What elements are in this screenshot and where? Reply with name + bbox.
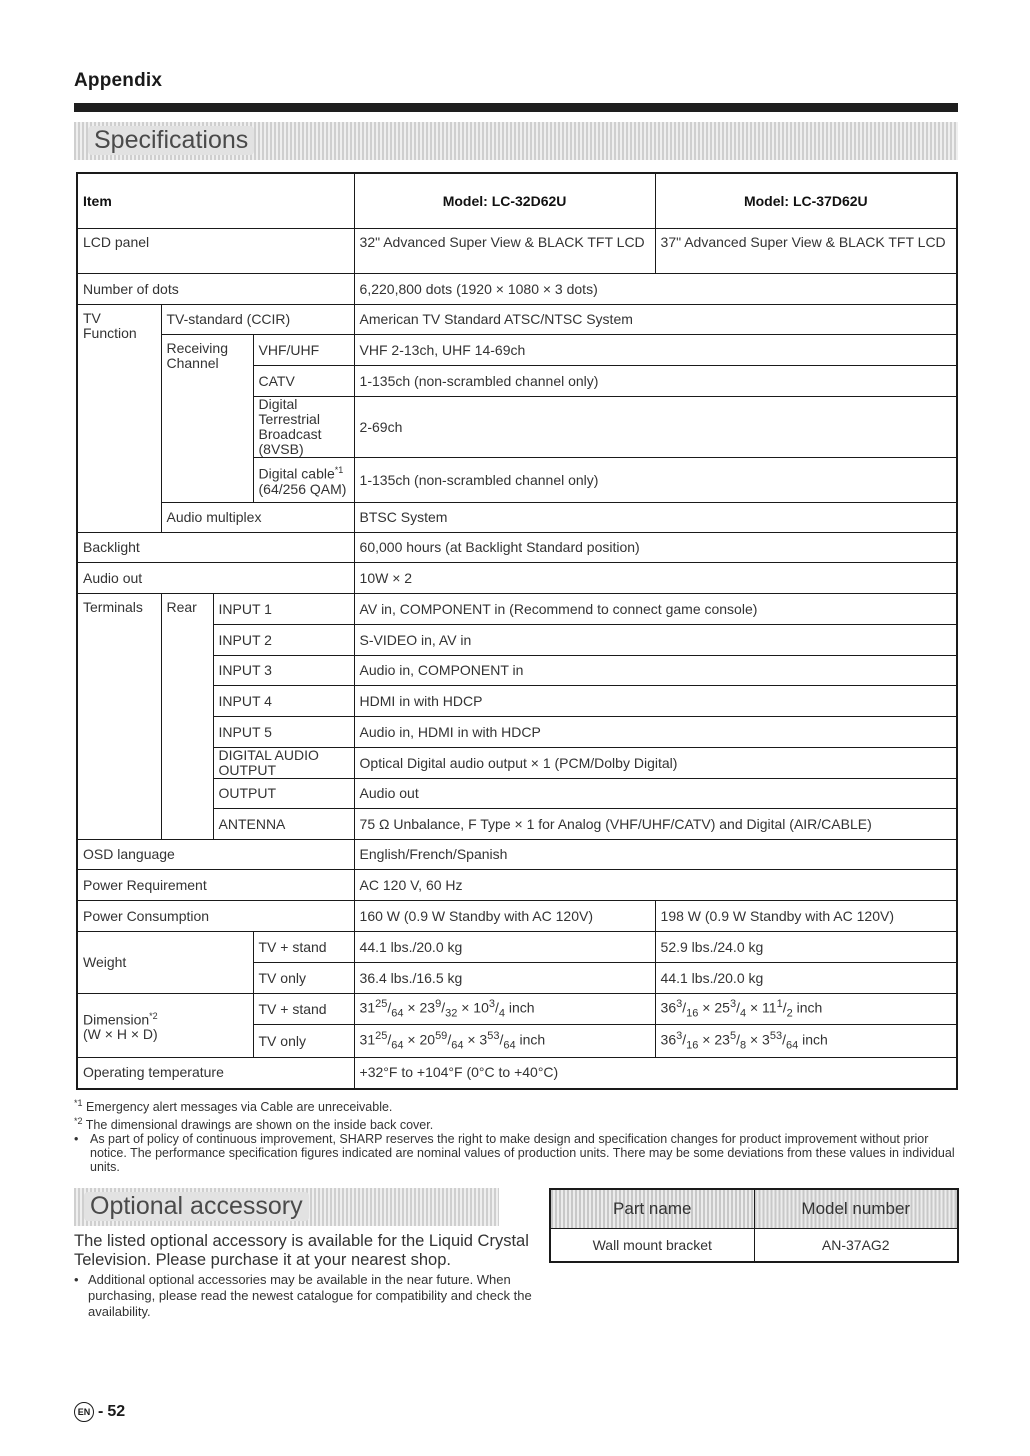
- part-name: Wall mount bracket: [550, 1229, 754, 1263]
- optional-accessory-note: • Additional optional accessories may be available in the near future. When purchasing, please read the newest catalogue for compatibility and check the availability.: [74, 1272, 532, 1319]
- footnote-3: • As part of policy of continuous improvement, SHARP reserves the right to make design and specification changes for product improvement without prior notice. The performance specification figures indicated are nominal values of production units. There may be some deviations from these values in individual units.: [74, 1132, 955, 1175]
- table-row: Power Requirement AC 120 V, 60 Hz: [77, 870, 957, 901]
- table-row: LCD panel 32" Advanced Super View & BLACK TFT LCD 37" Advanced Super View & BLACK TFT LCD: [77, 229, 957, 274]
- header-item: Item: [77, 173, 354, 229]
- accessory-table: [549, 1188, 959, 1263]
- table-row: Weight TV + stand 44.1 lbs./20.0 kg 52.9 lbs./24.0 kg: [77, 932, 957, 963]
- header-model-37: Model: LC-37D62U: [655, 173, 957, 229]
- table-row: CATV 1-135ch (non-scrambled channel only): [77, 366, 957, 397]
- language-badge-icon: EN: [74, 1402, 94, 1422]
- table-row: TV Function TV-standard (CCIR) American TV Standard ATSC/NTSC System: [77, 305, 957, 335]
- table-row: Audio multiplex BTSC System: [77, 503, 957, 533]
- table-row: INPUT 5 Audio in, HDMI in with HDCP: [77, 717, 957, 748]
- optional-accessory-intro: The listed optional accessory is available for the Liquid Crystal Television. Please purchase it at your nearest shop.: [74, 1232, 529, 1269]
- table-row: OUTPUT Audio out: [77, 779, 957, 809]
- table-row: Operating temperature +32°F to +104°F (0°C to +40°C): [77, 1058, 957, 1089]
- table-row: TV only $31^{25}/_{64} \times 20^{59}/_{64} \times 3^{53}/_{64}$ inch $36^3/_{16} \times 23^5/_8 \times 3^{53}/_{64}$ inch: [77, 1025, 957, 1058]
- table-row: Digital Terrestrial Broadcast (8VSB) 2-69ch: [77, 397, 957, 458]
- header-model-number: Model number: [754, 1189, 958, 1229]
- table-row: INPUT 2 S-VIDEO in, AV in: [77, 625, 957, 656]
- footnote-1: $^{*1}$ Emergency alert messages via Cable are unreceivable.: [74, 1098, 393, 1115]
- optional-accessory-banner: [74, 1188, 499, 1226]
- footnote-2: $^{*2}$ The dimensional drawings are shown on the inside back cover.: [74, 1116, 434, 1133]
- table-row: Terminals Rear INPUT 1 AV in, COMPONENT in (Recommend to connect game console): [77, 594, 957, 625]
- table-row: Number of dots 6,220,800 dots (1920 × 1080 × 3 dots): [77, 274, 957, 305]
- section-rule: [74, 103, 958, 112]
- dim-value: $31^{25}/_{64} \times 23^9/_{32} \times 10^3/_4$ inch: [354, 994, 655, 1025]
- table-header-row: [77, 173, 957, 229]
- accessory-header-row: [550, 1189, 958, 1229]
- table-row: [550, 1229, 958, 1263]
- table-row: Digital cable$^{*1}$ (64/256 QAM) 1-135ch (non-scrambled channel only): [77, 458, 957, 503]
- specifications-heading: Specifications: [88, 126, 254, 155]
- header-part-name: Part name: [550, 1189, 754, 1229]
- header-model-32: Model: LC-32D62U: [354, 173, 655, 229]
- table-row: Dimension$^{*2}$ (W × H × D) TV + stand $31^{25}/_{64} \times 23^9/_{32} \times 10^3/_4$ inch $36^3/_{16} \times 25^3/_4 \times 11^1/_2$ inch: [77, 994, 957, 1025]
- table-row: Audio out 10W × 2: [77, 563, 957, 594]
- table-row: OSD language English/French/Spanish: [77, 840, 957, 870]
- table-row: ANTENNA 75 Ω Unbalance, F Type × 1 for Analog (VHF/UHF/CATV) and Digital (AIR/CABLE): [77, 809, 957, 840]
- table-row: Power Consumption 160 W (0.9 W Standby with AC 120V) 198 W (0.9 W Standby with AC 120V): [77, 901, 957, 932]
- dim-value: $36^3/_{16} \times 23^5/_8 \times 3^{53}/_{64}$ inch: [655, 1025, 957, 1058]
- specifications-table: [76, 172, 958, 1090]
- model-number: AN-37AG2: [754, 1229, 958, 1263]
- optional-accessory-heading: Optional accessory: [84, 1192, 309, 1221]
- table-row: INPUT 4 HDMI in with HDCP: [77, 686, 957, 717]
- page-number: EN - 52: [74, 1402, 125, 1422]
- dim-value: $31^{25}/_{64} \times 20^{59}/_{64} \times 3^{53}/_{64}$ inch: [354, 1025, 655, 1058]
- table-row: Backlight 60,000 hours (at Backlight Standard position): [77, 533, 957, 563]
- footnotes: [74, 1096, 958, 1174]
- table-row: DIGITAL AUDIO OUTPUT Optical Digital audio output × 1 (PCM/Dolby Digital): [77, 748, 957, 779]
- table-row: INPUT 3 Audio in, COMPONENT in: [77, 656, 957, 686]
- dim-value: $36^3/_{16} \times 25^3/_4 \times 11^1/_2$ inch: [655, 994, 957, 1025]
- table-row: Receiving Channel VHF/UHF VHF 2-13ch, UHF 14-69ch: [77, 335, 957, 366]
- specifications-heading-banner: [74, 122, 958, 160]
- section-title: Appendix: [74, 70, 163, 91]
- table-row: TV only 36.4 lbs./16.5 kg 44.1 lbs./20.0 kg: [77, 963, 957, 994]
